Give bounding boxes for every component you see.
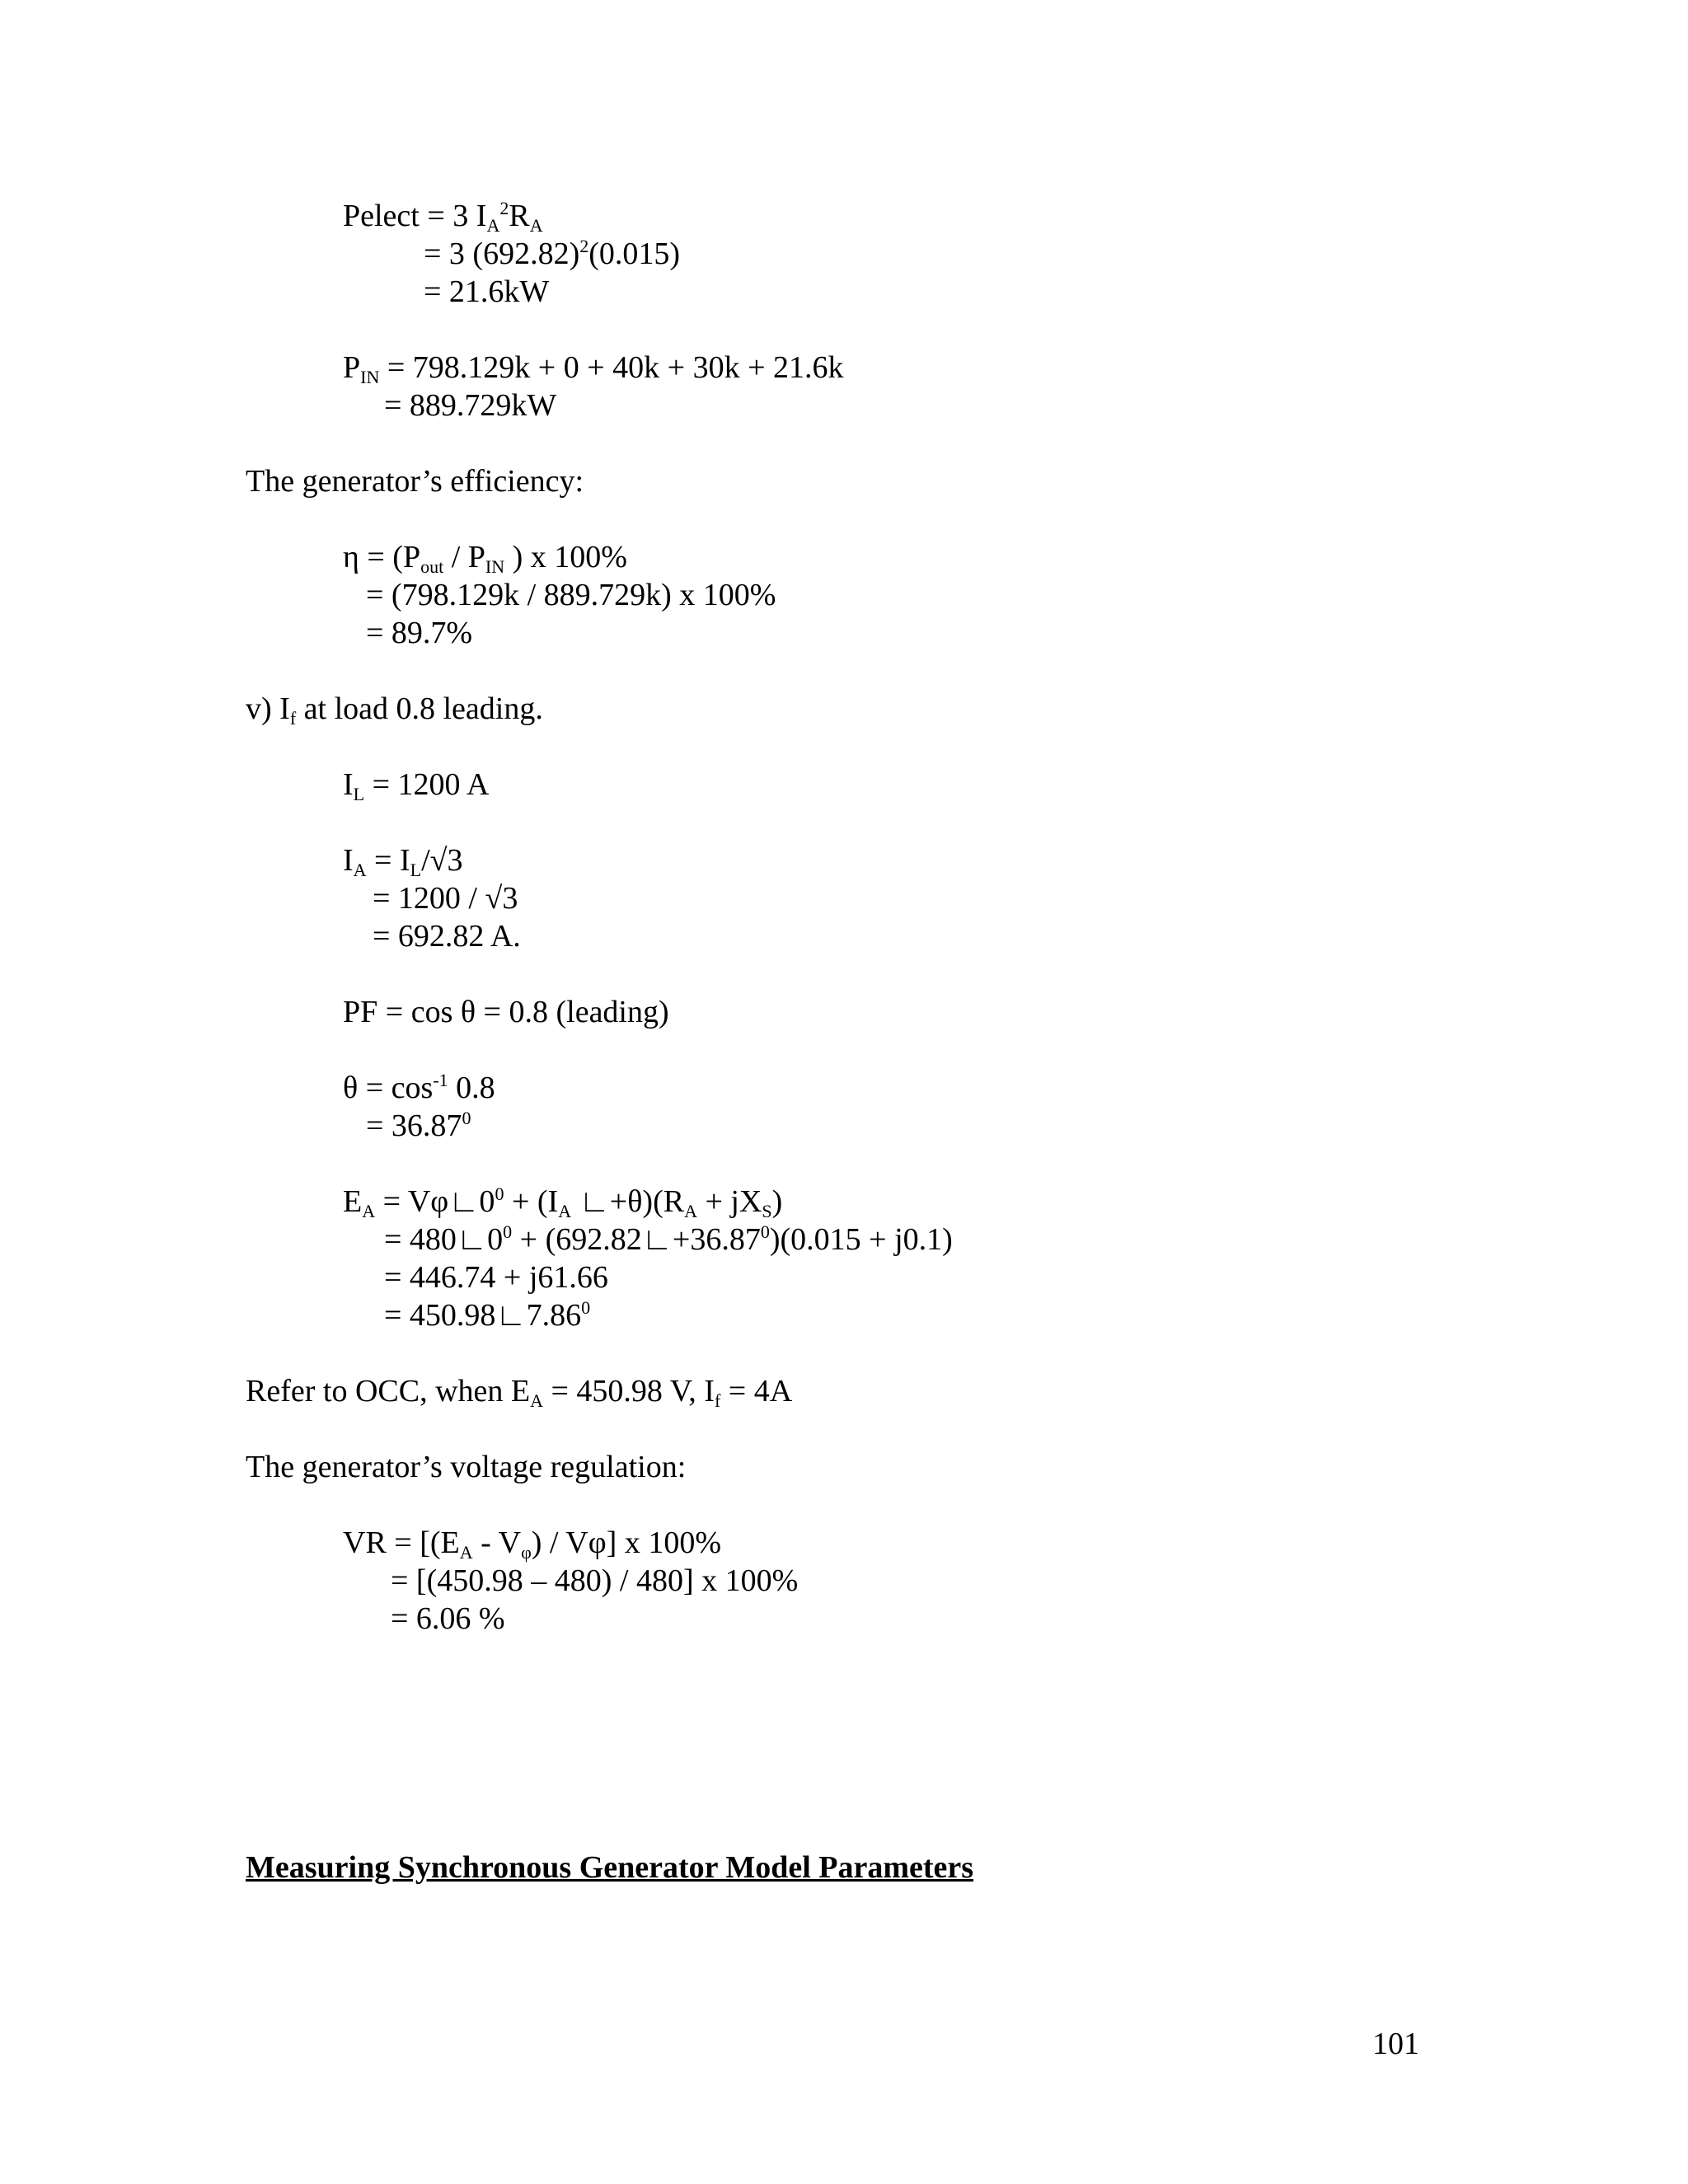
pelect-substitution: = 3 $(692.82)^2(0.015)$ bbox=[424, 236, 681, 271]
pin-equation: $P_{IN} = 798.129k + 0 + 40k + 30k + 21.6k$ bbox=[343, 350, 844, 387]
ea-rectangular-result: = 446.74 + j61.66 bbox=[384, 1260, 608, 1295]
pin-result: = 889.729kW bbox=[384, 388, 557, 423]
occ-reference: Refer to OCC, when $E_A = 450.98$ V, $I_f = 4A$ bbox=[246, 1374, 793, 1411]
ia-result: = 692.82 A. bbox=[373, 919, 521, 954]
ea-substitution: = $480∟0^0$ + $(692.82∟+36.87^0)(0.015 + j0.1)$ bbox=[384, 1221, 953, 1257]
efficiency-result: = 89.7% bbox=[366, 616, 473, 650]
pelect-equation: Pelect = 3 $I_A^2R_A$ bbox=[343, 198, 543, 236]
pf-equation: PF = cos θ = 0.8 (leading) bbox=[343, 995, 669, 1029]
efficiency-heading: The generator’s efficiency: bbox=[246, 464, 584, 499]
section-heading: Measuring Synchronous Generator Model Parameters bbox=[246, 1850, 974, 1885]
ia-equation: $I_A = I_L/√3$ bbox=[343, 843, 463, 880]
ia-substitution: = 1200 / √3 bbox=[373, 881, 518, 916]
page-number: 101 bbox=[1372, 2027, 1419, 2061]
theta-equation: $\theta = \cos^{-1} 0.8$ bbox=[343, 1070, 495, 1105]
theta-result: = $36.87^0$ bbox=[366, 1108, 471, 1143]
efficiency-equation: $\eta = (P_{out} / P_{IN}$ ) x 100% bbox=[343, 540, 627, 577]
vr-result: = 6.06 % bbox=[391, 1601, 505, 1636]
efficiency-substitution: = (798.129k / 889.729k) x 100% bbox=[366, 578, 776, 612]
ea-equation: $E_A$ = $V\varphi∟0^0 + (I_A$ $∟+\theta)(R_A + jX_S)$ bbox=[343, 1183, 783, 1221]
part-v-heading: v) $I_f$ at load 0.8 leading. bbox=[246, 691, 543, 729]
ea-polar-result: = $450.98∟7.86^0$ bbox=[384, 1297, 591, 1333]
vr-substitution: = [(450.98 – 480) / 480] x 100% bbox=[391, 1563, 799, 1598]
il-equation: $I_L = 1200$ A bbox=[343, 767, 490, 804]
vr-equation: VR = $[(E_A - V_\varphi) / V\varphi]$ x 100% bbox=[343, 1526, 721, 1563]
pelect-result: = 21.6kW bbox=[424, 274, 550, 309]
voltage-regulation-heading: The generator’s voltage regulation: bbox=[246, 1450, 687, 1484]
